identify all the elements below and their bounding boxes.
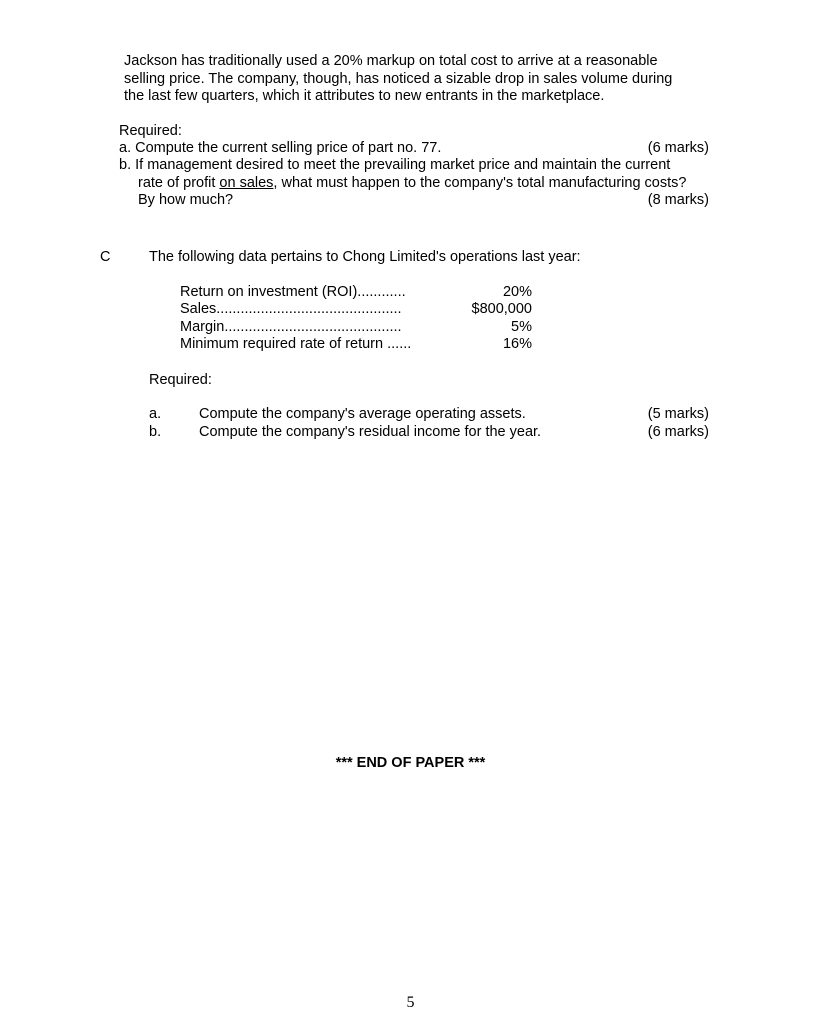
- question-b-b-line1: b. If management desired to meet the prevailing market price and maintain the current: [119, 157, 671, 173]
- question-c-a-text: Compute the company's average operating assets.: [199, 406, 526, 422]
- question-b-a-marks: (6 marks): [647, 140, 709, 156]
- intro-line: the last few quarters, which it attributes to new entrants in the marketplace.: [124, 88, 605, 104]
- question-c-a-marks: (5 marks): [647, 406, 709, 422]
- question-c-b-marks: (6 marks): [647, 424, 709, 440]
- data-row-value: $800,000: [471, 301, 532, 317]
- intro-line: selling price. The company, though, has noticed a sizable drop in sales volume during: [124, 70, 673, 87]
- data-row-value: 16%: [502, 336, 532, 352]
- question-c-b-letter: b.: [149, 424, 162, 440]
- underlined-on-sales: on sales: [219, 175, 274, 191]
- required-label-c: Required:: [149, 372, 212, 388]
- question-c-a-letter: a.: [149, 406, 162, 422]
- question-b-b-line3: By how much?: [138, 192, 234, 208]
- end-of-paper: *** END OF PAPER ***: [335, 755, 486, 771]
- section-c-heading: The following data pertains to Chong Limited's operations last year:: [149, 249, 581, 265]
- data-row-label: Sales..............................................: [180, 301, 402, 317]
- section-c-letter: C: [100, 249, 111, 265]
- data-row-value: 5%: [511, 319, 532, 335]
- question-b-b-line2-post: , what must happen to the company's total manufacturing costs?: [273, 175, 687, 191]
- required-label-b: Required:: [119, 123, 182, 139]
- page-number: 5: [406, 994, 415, 1011]
- question-b-b-marks: (8 marks): [647, 192, 709, 208]
- question-b-a: a. Compute the current selling price of part no. 77.: [119, 140, 442, 156]
- intro-paragraph: [124, 53, 672, 106]
- question-c-b-text: Compute the company's residual income for the year.: [199, 424, 542, 440]
- data-row-value: 20%: [502, 284, 532, 300]
- intro-line: Jackson has traditionally used a 20% markup on total cost to arrive at a reasonable: [124, 53, 658, 69]
- data-row-label: Margin............................................: [180, 319, 402, 335]
- data-row-label: Return on investment (ROI)............: [180, 284, 406, 300]
- question-b-b-line2: [138, 175, 686, 192]
- data-row-label: Minimum required rate of return ......: [180, 336, 412, 352]
- question-b-b-line2-pre: rate of profit: [138, 175, 220, 191]
